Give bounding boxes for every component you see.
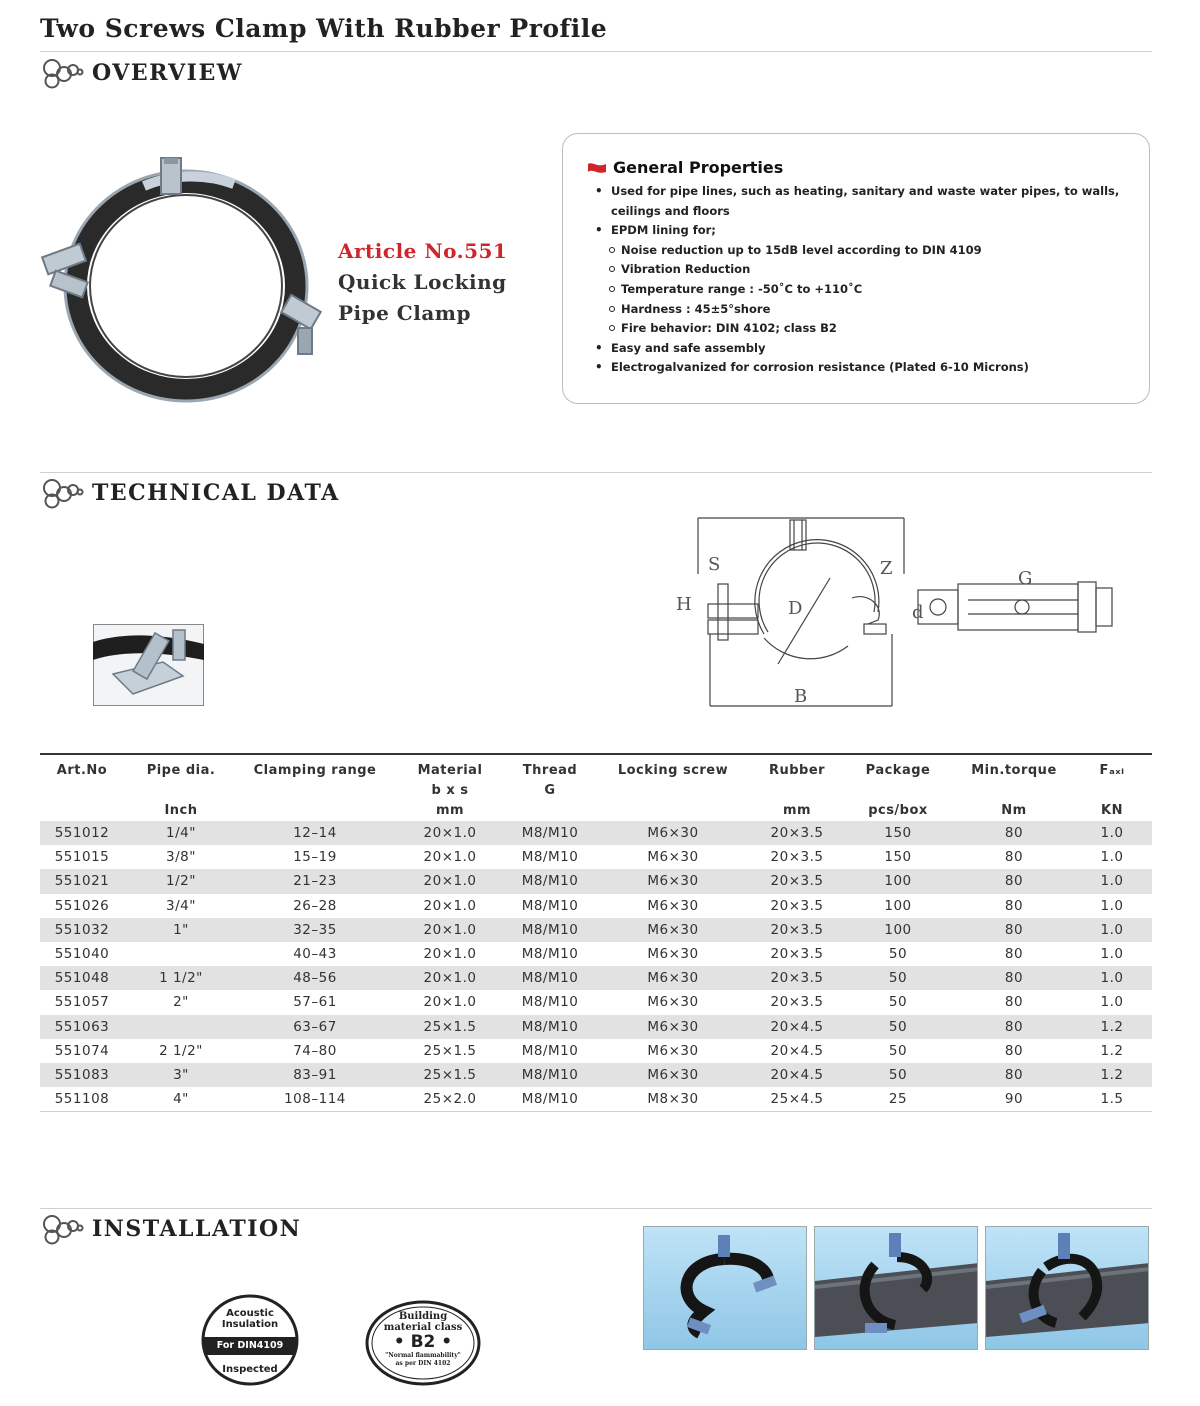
table-cell: 25×4.5 [754, 1087, 840, 1112]
header-line: Fₐₓₗ [1099, 763, 1125, 778]
table-row [40, 942, 1152, 966]
table-cell: 20×1.0 [423, 994, 477, 1011]
column-header [754, 754, 840, 821]
table-cell: 80 [956, 1063, 1072, 1087]
badge-band: For DIN4109 [216, 1340, 284, 1351]
table-cell: M6×30 [647, 946, 699, 963]
table-cell: M8/M10 [508, 821, 592, 845]
header-line [594, 781, 752, 801]
table-cell: 40–43 [293, 946, 337, 963]
table-cell: 1.0 [1100, 946, 1124, 963]
header-line: Pipe dia. [146, 763, 216, 778]
table-cell: 150 [884, 849, 912, 866]
table-cell [124, 942, 238, 966]
column-header [238, 754, 392, 821]
bubbles-icon [40, 1212, 84, 1246]
table-cell: 80 [956, 918, 1072, 942]
header-line [240, 801, 390, 821]
badge-class: • B2 • [393, 1332, 453, 1352]
article-line-3: Pipe Clamp [338, 301, 471, 325]
table-cell: 100 [840, 918, 956, 942]
properties-heading [587, 158, 783, 177]
table-cell: 1.0 [1072, 966, 1152, 990]
column-header [124, 754, 238, 821]
table-cell: 90 [956, 1087, 1072, 1112]
table-cell: 20×3.5 [754, 869, 840, 893]
table-cell: 150 [840, 821, 956, 845]
label-d: D [788, 598, 803, 619]
table-cell: M8/M10 [508, 1087, 592, 1112]
table-cell: 26–28 [293, 897, 337, 914]
table-cell: 20×3.5 [754, 821, 840, 845]
header-line [756, 781, 838, 801]
table-cell: M6×30 [592, 1015, 754, 1039]
table-cell: M8/M10 [521, 1042, 579, 1059]
table-cell: M6×30 [592, 821, 754, 845]
table-cell: 1.2 [1072, 1015, 1152, 1039]
label-h: H [676, 594, 692, 615]
table-cell: 1.0 [1100, 897, 1124, 914]
table-cell: 1.0 [1100, 849, 1124, 866]
header-line [510, 801, 590, 821]
table-cell: 25×1.5 [423, 1042, 477, 1059]
table-cell: M8/M10 [508, 918, 592, 942]
header-line: G [544, 783, 556, 798]
table-cell: 1.2 [1100, 1042, 1124, 1059]
installation-photo-3 [985, 1226, 1149, 1350]
table-cell: 21–23 [238, 869, 392, 893]
section-overview [40, 56, 243, 90]
column-header [956, 754, 1072, 821]
column-header [592, 754, 754, 821]
property-item: • Used for pipe lines, such as heating, sanitary and waste water pipes, to walls, [585, 182, 1125, 202]
label-g: G [1018, 568, 1033, 589]
header-line: Material [417, 763, 483, 778]
table-header-row [40, 754, 1152, 821]
table-cell: 74–80 [293, 1042, 337, 1059]
table-row [40, 966, 1152, 990]
table-cell: 2" [173, 994, 189, 1011]
table-cell: 551026 [54, 897, 110, 914]
section-technical [40, 476, 340, 510]
table-cell: 1" [124, 918, 238, 942]
column-header [392, 754, 508, 821]
table-cell: 57–61 [293, 994, 337, 1011]
table-cell: M8/M10 [521, 946, 579, 963]
table-row [40, 1063, 1152, 1087]
table-cell: 80 [1004, 994, 1024, 1011]
properties-list [585, 182, 1125, 378]
column-header [840, 754, 956, 821]
table-cell: M8/M10 [521, 897, 579, 914]
column-header [508, 754, 592, 821]
table-cell: M8/M10 [508, 1015, 592, 1039]
column-header [40, 754, 124, 821]
table-cell: M8/M10 [508, 1063, 592, 1087]
divider [40, 51, 1152, 52]
label-z: Z [880, 558, 893, 579]
header-line: mm [782, 803, 812, 818]
label-d-small: d [912, 602, 924, 623]
table-cell: 20×1.0 [423, 946, 477, 963]
table-cell: 551048 [40, 966, 124, 990]
table-cell: 12–14 [238, 821, 392, 845]
table-cell: 551063 [40, 1015, 124, 1039]
table-cell: 551012 [40, 821, 124, 845]
property-item: • Electrogalvanized for corrosion resistance (Plated 6-10 Microns) [585, 358, 1125, 378]
header-line: Thread [522, 763, 578, 778]
table-cell: 1.2 [1072, 1063, 1152, 1087]
article-line-2: Quick Locking [338, 270, 507, 294]
table-cell: M8/M10 [508, 869, 592, 893]
table-cell: M6×30 [592, 1063, 754, 1087]
table-cell: 80 [956, 869, 1072, 893]
table-cell: M6×30 [647, 897, 699, 914]
table-cell: 25×2.0 [392, 1087, 508, 1112]
table-row [40, 1015, 1152, 1039]
label-b: B [794, 686, 808, 707]
table-cell: 20×3.5 [770, 994, 824, 1011]
badge-bottom: Inspected [222, 1364, 278, 1375]
table-body [40, 821, 1152, 1112]
table-cell: M8/M10 [521, 849, 579, 866]
table-cell: M6×30 [592, 918, 754, 942]
property-item: Fire behavior: DIN 4102; class B2 [585, 319, 1125, 339]
section-label: TECHNICAL DATA [92, 480, 340, 506]
technical-drawing [672, 514, 1122, 710]
property-item: • EPDM lining for; [585, 221, 1125, 241]
badge-line: Acoustic [226, 1308, 274, 1319]
technical-data-table [40, 753, 1152, 1112]
label-s: S [708, 554, 721, 575]
table-cell: 15–19 [293, 849, 337, 866]
header-line [126, 781, 236, 801]
header-line: Nm [1001, 803, 1027, 818]
table-cell: 2 1/2" [159, 1042, 203, 1059]
table-cell: 3/4" [166, 897, 196, 914]
table-cell: 20×1.0 [392, 821, 508, 845]
installation-photo-2 [814, 1226, 978, 1350]
table-cell: 50 [888, 946, 908, 963]
table-cell: 4" [124, 1087, 238, 1112]
table-row [40, 869, 1152, 893]
table-cell: 48–56 [238, 966, 392, 990]
table-cell: 100 [884, 897, 912, 914]
table-cell: 1.0 [1100, 994, 1124, 1011]
building-material-badge [365, 1300, 481, 1386]
table-cell: 80 [1004, 849, 1024, 866]
acoustic-insulation-badge [201, 1294, 299, 1386]
header-line: Inch [164, 803, 198, 818]
table-cell: 20×1.0 [423, 897, 477, 914]
table-cell: M8/M10 [521, 994, 579, 1011]
table-cell: 1.0 [1072, 918, 1152, 942]
table-cell: 25×1.5 [392, 1063, 508, 1087]
table-cell: 20×1.0 [423, 849, 477, 866]
header-line [42, 781, 122, 801]
table-cell: 100 [840, 869, 956, 893]
table-cell: 551040 [54, 946, 110, 963]
table-cell: 1/2" [124, 869, 238, 893]
table-cell: 3" [124, 1063, 238, 1087]
table-row [40, 894, 1152, 918]
table-cell: 80 [1004, 897, 1024, 914]
table-cell: M6×30 [647, 1042, 699, 1059]
flag-icon [587, 162, 607, 174]
table-cell: 1.5 [1072, 1087, 1152, 1112]
product-clamp-image [36, 152, 332, 404]
badge-line: "Normal flammability" [385, 1352, 461, 1359]
table-cell: 50 [840, 1063, 956, 1087]
header-line: pcs/box [868, 803, 928, 818]
table-cell: 80 [956, 966, 1072, 990]
table-cell: M8/M10 [508, 966, 592, 990]
badge-line: Building [398, 1311, 448, 1322]
badge-line: as per DIN 4102 [395, 1360, 451, 1367]
table-cell: 1.0 [1072, 869, 1152, 893]
header-line [594, 801, 752, 821]
article-number: Article No.551 [338, 239, 508, 263]
table-cell: 20×1.0 [392, 918, 508, 942]
bubbles-icon [40, 56, 84, 90]
column-header [1072, 754, 1152, 821]
table-cell: 80 [956, 1015, 1072, 1039]
table-cell: 80 [956, 821, 1072, 845]
header-line: Clamping range [253, 763, 377, 778]
table-cell: 1.0 [1072, 821, 1152, 845]
page-title: Two Screws Clamp With Rubber Profile [40, 14, 608, 43]
divider [40, 1208, 1152, 1209]
table-cell: 20×4.5 [770, 1042, 824, 1059]
table-cell: 25×1.5 [392, 1015, 508, 1039]
table-cell: 50 [840, 966, 956, 990]
property-item: Hardness : 45±5°shore [585, 300, 1125, 320]
table-row [40, 1087, 1152, 1112]
divider [40, 472, 1152, 473]
property-item: Vibration Reduction [585, 260, 1125, 280]
header-line: Locking screw [617, 763, 729, 778]
properties-title: General Properties [613, 158, 784, 177]
table-cell: 551032 [40, 918, 124, 942]
table-cell: 32–35 [238, 918, 392, 942]
table-cell: 20×3.5 [770, 897, 824, 914]
table-cell: 20×4.5 [754, 1015, 840, 1039]
table-cell: 1 1/2" [124, 966, 238, 990]
table-cell: 551015 [54, 849, 110, 866]
section-installation [40, 1212, 301, 1246]
table-row [40, 990, 1152, 1014]
table-cell: 80 [1004, 1042, 1024, 1059]
table-cell: 25 [840, 1087, 956, 1112]
table-cell: 50 [888, 994, 908, 1011]
table-cell: 551057 [54, 994, 110, 1011]
header-line: KN [1101, 803, 1123, 818]
table-cell: 63–67 [238, 1015, 392, 1039]
table-cell: 20×3.5 [770, 849, 824, 866]
header-line [240, 781, 390, 801]
header-line [1074, 781, 1150, 801]
table-cell: 20×3.5 [754, 918, 840, 942]
table-cell: M6×30 [592, 966, 754, 990]
table-cell: 108–114 [238, 1087, 392, 1112]
table-cell: 551074 [54, 1042, 110, 1059]
installation-photo-1 [643, 1226, 807, 1350]
table-cell: 50 [888, 1042, 908, 1059]
property-item: Noise reduction up to 15dB level according to DIN 4109 [585, 241, 1125, 261]
table-cell: 551108 [40, 1087, 124, 1112]
table-cell [124, 1015, 238, 1039]
table-cell: M6×30 [647, 994, 699, 1011]
header-line: Min.torque [971, 763, 1057, 778]
header-line: Rubber [768, 763, 826, 778]
table-cell: M8×30 [592, 1087, 754, 1112]
table-cell: 1/4" [124, 821, 238, 845]
table-cell: 20×3.5 [754, 966, 840, 990]
table-cell: 50 [840, 1015, 956, 1039]
table-cell: 20×1.0 [392, 869, 508, 893]
table-cell: 551083 [40, 1063, 124, 1087]
header-line: Art.No [56, 763, 108, 778]
table-row [40, 1039, 1152, 1063]
table-row [40, 845, 1152, 869]
table-cell: M6×30 [647, 849, 699, 866]
header-line [42, 801, 122, 821]
article-block [338, 236, 507, 329]
header-line [958, 781, 1070, 801]
header-line [842, 781, 954, 801]
table-cell: M6×30 [592, 869, 754, 893]
table-row [40, 918, 1152, 942]
section-label: INSTALLATION [92, 1216, 302, 1242]
bubbles-icon [40, 476, 84, 510]
table-cell: 80 [1004, 946, 1024, 963]
header-line: b x s [431, 783, 469, 798]
table-cell: 20×3.5 [770, 946, 824, 963]
header-line: Package [865, 763, 931, 778]
header-line: mm [435, 803, 465, 818]
table-cell: 20×4.5 [754, 1063, 840, 1087]
table-row [40, 821, 1152, 845]
badge-line: material class [383, 1322, 463, 1333]
section-label: OVERVIEW [92, 60, 243, 86]
general-properties-box [562, 133, 1150, 404]
property-item: Temperature range : -50˚C to +110˚C [585, 280, 1125, 300]
table-cell: 83–91 [238, 1063, 392, 1087]
detail-photo [93, 624, 204, 706]
property-item: • Easy and safe assembly [585, 339, 1125, 359]
table-cell: 551021 [40, 869, 124, 893]
badge-line: Insulation [221, 1319, 279, 1330]
table-cell: 20×1.0 [392, 966, 508, 990]
table-cell: 3/8" [166, 849, 196, 866]
property-item: ceilings and floors [611, 203, 730, 218]
